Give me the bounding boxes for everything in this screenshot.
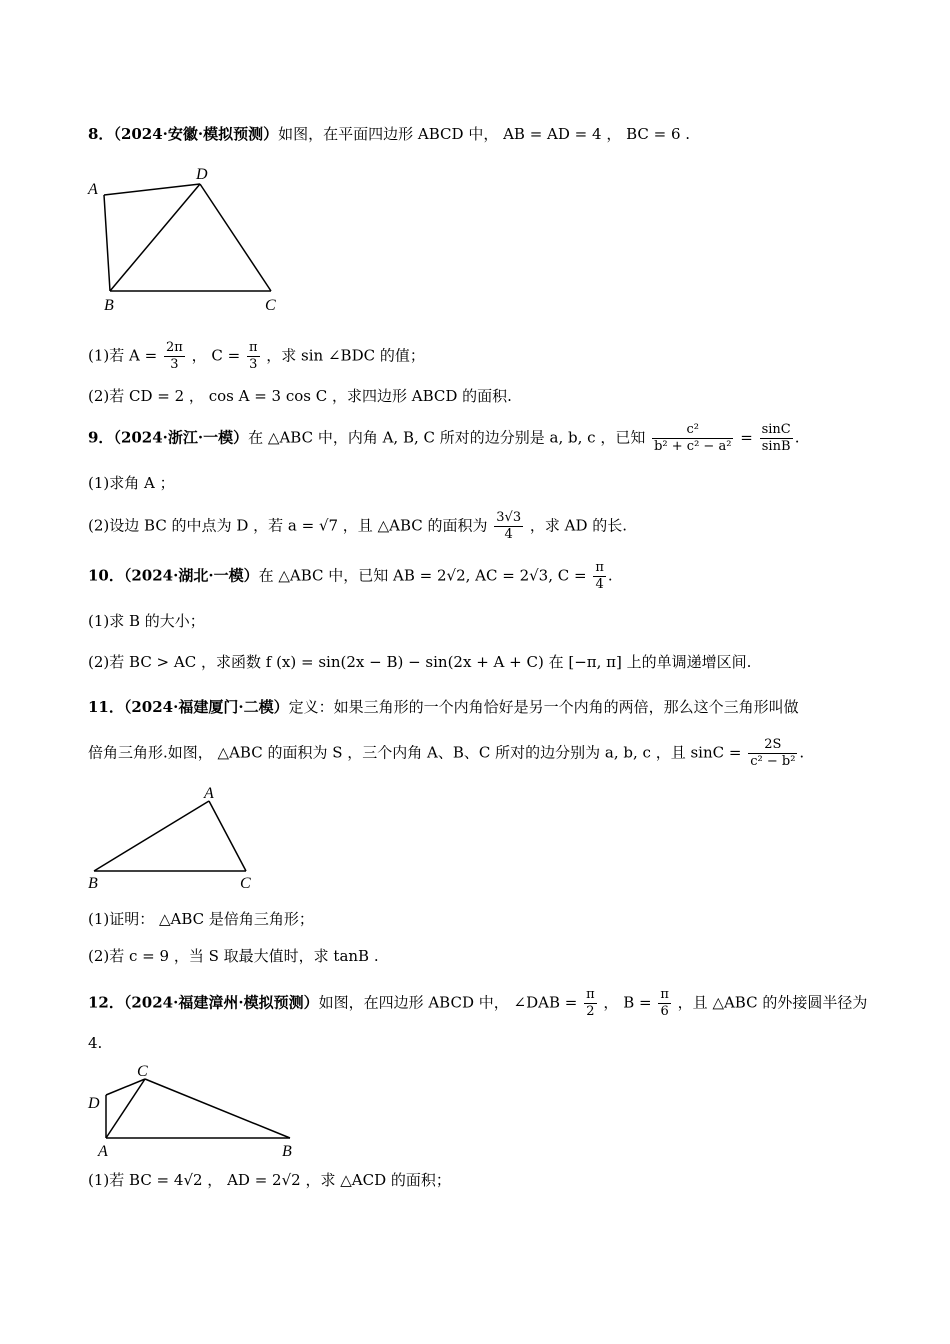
q11-label-c: C [240,875,251,892]
q11-label-a: A [204,785,214,802]
q8-label-a: A [88,181,98,198]
q9-part1: (1)求角 A ； [88,474,175,492]
q11-label-b: B [88,875,98,892]
q11-part2: (2)若 c = 9 ，当 S 取最大值时，求 tanB . [88,947,379,965]
q10-stem: 10．（2024·湖北·一模）在 △ABC 中，已知 AB = 2√2, AC = 2√3, C = $\frac{\pi}{4}$ . [88,560,613,592]
q9-frac-lhs: $\frac{\text{c²}}{\text{b² + c² − a²}}$ [654,422,732,454]
q8-frac-pi-3: $\frac{\pi}{3}$ [248,340,258,372]
q11-frac: $\frac{2S}{\text{c² − b²}}$ [750,737,796,769]
q12-part1: (1)若 BC = 4√2 ， AD = 2√2 ，求 △ACD 的面积； [88,1171,451,1189]
q8-label-d: D [196,166,208,183]
q8-source: （2024·安徽·模拟预测） [113,125,279,143]
q12-label-b: B [282,1143,292,1160]
q12-frac-pi-2: $\frac{\pi}{2}$ [586,987,595,1019]
q8-number: 8． [88,125,114,143]
q9-part2: (2)设边 BC 的中点为 D ，若 a = √7 ，且 △ABC 的面积为 $\frac{3√3}{4}$ ，求 AD 的长. [88,510,628,542]
q9-frac-rhs: $\frac{\sin C}{\sin B}$ [761,422,791,454]
q12-frac-pi-6: $\frac{\pi}{6}$ [660,987,669,1019]
q10-part1: (1)求 B 的大小； [88,612,205,630]
q9-stem: 9．（2024·浙江·一模）在 △ABC 中，内角 A, B, C 所对的边分别是 a, b, c ，已知 $\frac{\text{c²}}{\text{b² + c² − a²}}$ = $\frac{\sin C}{\sin B}$ . [88,422,800,454]
q12-label-a: A [98,1143,108,1160]
q8-stem-text: 如图，在平面四边形 ABCD 中， AB = AD = 4 ， BC = 6 . [278,125,691,143]
q8-part1: (1)若 A = $\frac{2\pi}{3}$ ， C = $\frac{\pi}{3}$ ，求 sin ∠BDC 的值； [88,340,425,372]
q12-stem-line1: 12．（2024·福建漳州·模拟预测）如图，在四边形 ABCD 中， ∠DAB = $\frac{\pi}{2}$ ， B = $\frac{\pi}{6}$ ，且 △ABC 的外接圆半径为 [88,987,868,1019]
q9-frac-area: $\frac{3√3}{4}$ [496,510,522,542]
q8-label-c: C [265,297,276,314]
q12-stem-line2: 4. [88,1034,103,1052]
q10-frac-pi-4: $\frac{\pi}{4}$ [595,560,604,592]
q8-part2: (2)若 CD = 2 ， cos A = 3 cos C ，求四边形 ABCD 的面积. [88,387,512,405]
q8-label-b: B [104,297,114,314]
q10-part2: (2)若 BC > AC ，求函数 f (x) = sin(2x − B) − sin(2x + A + C) 在 [−π, π] 上的单调递增区间. [88,653,752,671]
q11-stem-line1: 11．（2024·福建厦门·二模）定义：如果三角形的一个内角恰好是另一个内角的两倍，那么这个三角形叫做 [88,698,799,716]
q12-label-d: D [88,1095,100,1112]
q12-label-c: C [137,1063,148,1080]
q11-stem-line2: 倍角三角形.如图， △ABC 的面积为 S ，三个内角 A、B、C 所对的边分别为 a, b, c ，且 sinC = $\frac{2S}{\text{c² − b²}}$ . [88,737,805,769]
q8-frac-2pi-3: $\frac{2\pi}{3}$ [165,340,183,372]
q11-part1: (1)证明： △ABC 是倍角三角形； [88,910,314,928]
